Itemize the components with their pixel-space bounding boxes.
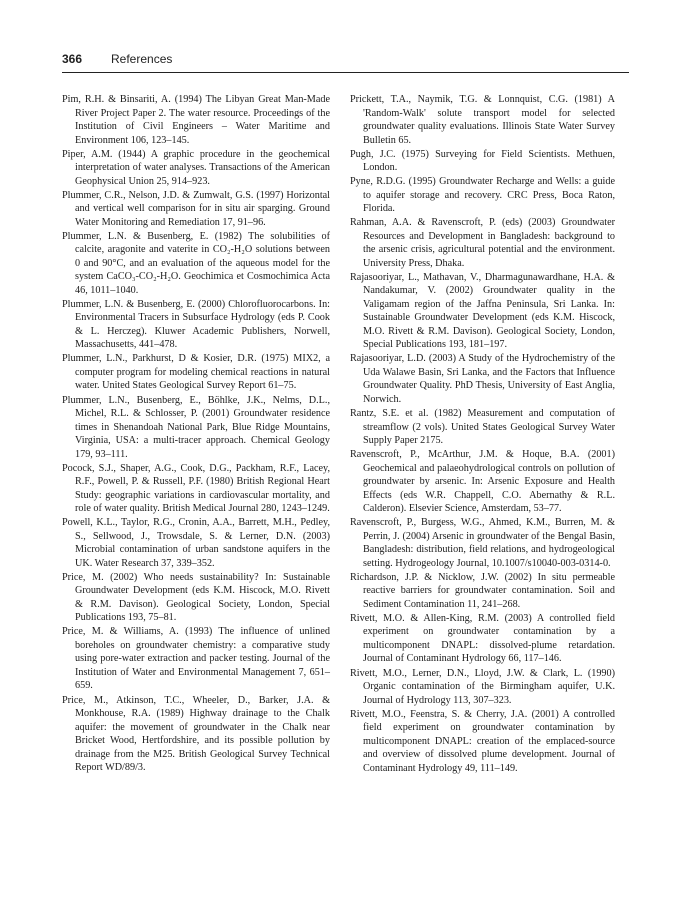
reference-entry: Pyne, R.D.G. (1995) Groundwater Recharge and Wells: a guide to aquifer storage and recovery. CRC Press, Boca Raton, Florida. [350,176,615,215]
reference-entry: Plummer, L.N. & Busenberg, E. (1982) The solubilities of calcite, aragonite and vaterite in CO₂-H₂O solutions between 0 and 90°C, and an evaluation of the aqueous model for the system CaCO₃-CO₂-H₂O. Geochimica et Cosmochimica Acta 46, 1011–1040. [62,230,330,296]
reference-entry: Price, M., Atkinson, T.C., Wheeler, D., Barker, J.A. & Monkhouse, R.A. (1989) Highway drainage to the Chalk aquifer: the movement of groundwater in the Chalk near Bricket Wood, Hertfordshire, and its possible pollution by drainage from the M25. British Geological Survey Technical Report WD/89/3. [62,694,330,774]
reference-entry: Pim, R.H. & Binsariti, A. (1994) The Libyan Great Man-Made River Project Paper 2. The water resource. Proceedings of the Institution of Civil Engineers – Water Maritime and Environment 106, 123–145. [62,94,330,146]
references-left-column [62,93,330,775]
running-title: References [111,52,173,66]
reference-entry: Piper, A.M. (1944) A graphic procedure in the geochemical interpretation of water analyses. Transactions of the American Geophysical Union 25, 914–923. [62,148,330,187]
reference-entry: Rajasooriyar, L.D. (2003) A Study of the Hydrochemistry of the Uda Walawe Basin, Sri Lanka, and the Factors that Influence Groundwater Quality. PhD Thesis, University of East Anglia, Norwich. [350,353,615,405]
reference-entry: Rivett, M.O., Lerner, D.N., Lloyd, J.W. & Clark, L. (1990) Organic contamination of the Birmingham aquifer, U.K. Journal of Hydrology 113, 307–323. [350,667,615,706]
reference-entry: Plummer, L.N., Busenberg, E., Böhlke, J.K., Nelms, D.L., Michel, R.L. & Schlosser, P. (2001) Groundwater residence times in Shenandoah National Park, Blue Ridge Mountains, Virginia, USA: a multi-tracer approach. Chemical Geology 179, 93–111. [62,394,330,460]
reference-entry: Rajasooriyar, L., Mathavan, V., Dharmagunawardhane, H.A. & Nandakumar, V. (2002) Groundwater quality in the Valigamam region of the Jaffna Peninsula, Sri Lanka. In: Sustainable Groundwater Development (eds K.M. Hiscock, M.O. Rivett & R.M. Davison). Geological Society, London, Special Publications 193, 181–197. [350,271,615,351]
reference-entry: Rahman, A.A. & Ravenscroft, P. (eds) (2003) Groundwater Resources and Development in Bangladesh: background to the arsenic crisis, agricultural potential and the environment. University Press, Dhaka. [350,217,615,269]
reference-entry: Pocock, S.J., Shaper, A.G., Cook, D.G., Packham, R.F., Lacey, R.F., Powell, P. & Russell, P.F. (1980) British Regional Heart Study: geographic variations in cardiovascular mortality, and role of water quality. British Medical Journal 280, 1243–1249. [62,462,330,515]
reference-entry: Ravenscroft, P., Burgess, W.G., Ahmed, K.M., Burren, M. & Perrin, J. (2004) Arsenic in groundwater of the Bengal Basin, Bangladesh: distribution, field relations, and hydrogeological setting. Hydrogeology Journal, 10.1007/s10040-003-0314-0. [350,517,615,569]
reference-entry: Ravenscroft, P., McArthur, J.M. & Hoque, B.A. (2001) Geochemical and palaeohydrological controls on pollution of groundwater by arsenic. In: Arsenic Exposure and Health Effects (eds W.R. Chappell, C.O. Abernathy & R.L. Calderon). Elsevier Science, Amsterdam, 53–77. [350,449,615,515]
reference-entry: Powell, K.L., Taylor, R.G., Cronin, A.A., Barrett, M.H., Pedley, S., Sellwood, J., Trowsdale, S. & Lerner, D.N. (2003) Microbial contamination of urban sandstone aquifers in the UK. Water Research 37, 339–352. [62,517,330,569]
reference-entry: Pugh, J.C. (1975) Surveying for Field Scientists. Methuen, London. [350,148,615,174]
page-header [62,50,629,73]
reference-entry: Rivett, M.O. & Allen-King, R.M. (2003) A controlled field experiment on groundwater contamination by a multicomponent DNAPL: dissolved-plume retardation. Journal of Contaminant Hydrology 66, 117–146. [350,612,615,665]
reference-entry: Plummer, L.N., Parkhurst, D & Kosier, D.R. (1975) MIX2, a computer program for modeling chemical reactions in natural water. United States Geological Survey Report 61–75. [62,353,330,392]
reference-entry: Plummer, C.R., Nelson, J.D. & Zumwalt, G.S. (1997) Horizontal and vertical well comparison for in situ air sparging. Ground Water Monitoring and Remediation 17, 91–96. [62,189,330,228]
reference-entry: Rivett, M.O., Feenstra, S. & Cherry, J.A. (2001) A controlled field experiment on groundwater contamination by multicomponent DNAPL: creation of the emplaced-source and overview of dissolved plume development. Journal of Contaminant Hydrology 49, 111–149. [350,708,615,774]
reference-entry: Rantz, S.E. et al. (1982) Measurement and computation of streamflow (2 vols). United States Geological Survey Water Supply Paper 2175. [350,408,615,447]
reference-entry: Richardson, J.P. & Nicklow, J.W. (2002) In situ permeable reactive barriers for groundwater contamination. Soil and Sediment Contamination 11, 241–268. [350,571,615,610]
references-right-column [350,93,615,776]
reference-entry: Prickett, T.A., Naymik, T.G. & Lonnquist, C.G. (1981) A 'Random-Walk' solute transport model for selected groundwater quality evaluations. Illinois State Water Survey Bulletin 65. [350,94,615,146]
reference-entry: Plummer, L.N. & Busenberg, E. (2000) Chlorofluorocarbons. In: Environmental Tracers in Subsurface Hydrology (eds P. Cook & L. Herczeg). Kluwer Academic Publishers, Norwell, Massachusetts, 441–478. [62,298,330,351]
page-number: 366 [62,52,83,66]
reference-entry: Price, M. & Williams, A. (1993) The influence of unlined boreholes on groundwater chemistry: a comparative study using pore-water extraction and packer testing. Journal of the Institution of Water and Environmental Management 7, 651–659. [62,626,330,692]
reference-entry: Price, M. (2002) Who needs sustainability? In: Sustainable Groundwater Development (eds K.M. Hiscock, M.O. Rivett & R.M. Davison). Geological Society, London, Special Publications 193, 75–81. [62,571,330,624]
